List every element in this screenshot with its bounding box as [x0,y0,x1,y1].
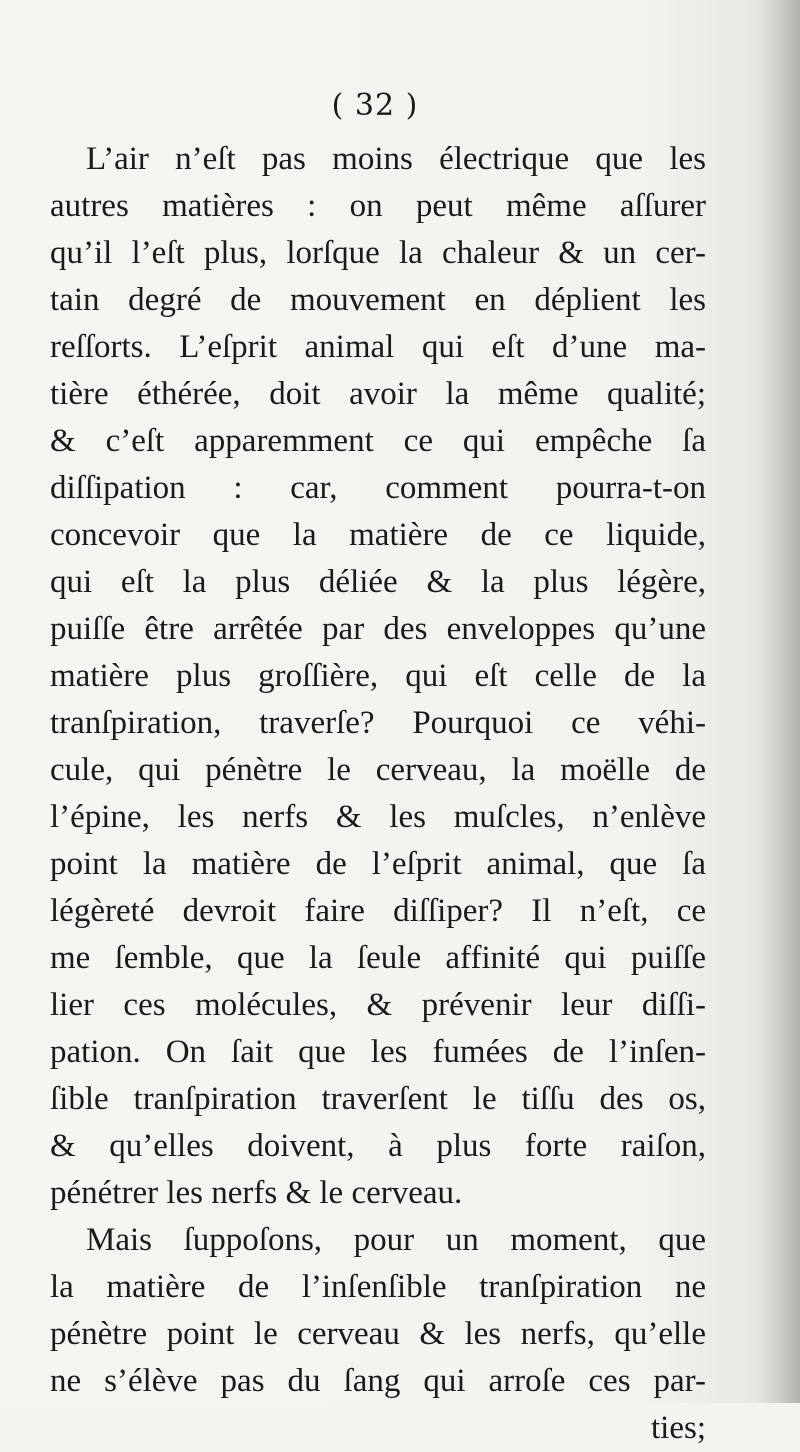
text-line: & c’eſt apparemment ce qui empêche ſa [50,423,706,459]
text-line: cule, qui pénètre le cerveau, la moëlle de [50,752,706,788]
text-line: pénètre point le cerveau & les nerfs, qu’elle [50,1316,706,1352]
text-line: la matière de l’inſenſible tranſpiration ne [50,1269,706,1305]
text-line: Mais ſuppoſons, pour un moment, que [86,1222,706,1258]
page-number: ( 32 ) [331,88,419,123]
text-line: reſſorts. L’eſprit animal qui eſt d’une ma- [50,329,706,365]
text-line: & qu’elles doivent, à plus forte raiſon, [50,1128,706,1164]
text-line: tière éthérée, doit avoir la même qualité; [50,376,706,412]
text-line: tranſpiration, traverſe? Pourquoi ce véhi- [50,705,706,741]
text-line: point la matière de l’eſprit animal, que ſa [50,846,706,882]
text-line: L’air n’eſt pas moins électrique que les [86,141,706,177]
page-edge-shadow [758,0,800,1403]
body-text [50,136,706,1452]
text-line: ſible tranſpiration traverſent le tiſſu des os, [50,1081,706,1117]
text-line: qu’il l’eſt plus, lorſque la chaleur & un cer- [50,235,706,271]
text-line: lier ces molécules, & prévenir leur diſſi- [50,987,706,1023]
text-line: l’épine, les nerfs & les muſcles, n’enlève [50,799,706,835]
text-line: concevoir que la matière de ce liquide, [50,517,706,553]
text-line: qui eſt la plus déliée & la plus légère, [50,564,706,600]
text-line: me ſemble, que la ſeule affinité qui puiſſe [50,940,706,976]
text-line: autres matières : on peut même aſſurer [50,188,706,224]
text-line: légèreté devroit faire diſſiper? Il n’eſt, ce [50,893,706,929]
text-line: pénétrer les nerfs & le cerveau. [50,1175,463,1211]
catchword: ties; [651,1410,706,1446]
text-line: tain degré de mouvement en déplient les [50,282,706,318]
text-line: pation. On ſait que les fumées de l’inſen- [50,1034,706,1070]
text-line: diſſipation : car, comment pourra-t-on [50,470,706,506]
text-line: ne s’élève pas du ſang qui arroſe ces par- [50,1363,706,1399]
text-line: matière plus groſſière, qui eſt celle de la [50,658,706,694]
text-line: puiſſe être arrêtée par des enveloppes qu’une [50,611,706,647]
